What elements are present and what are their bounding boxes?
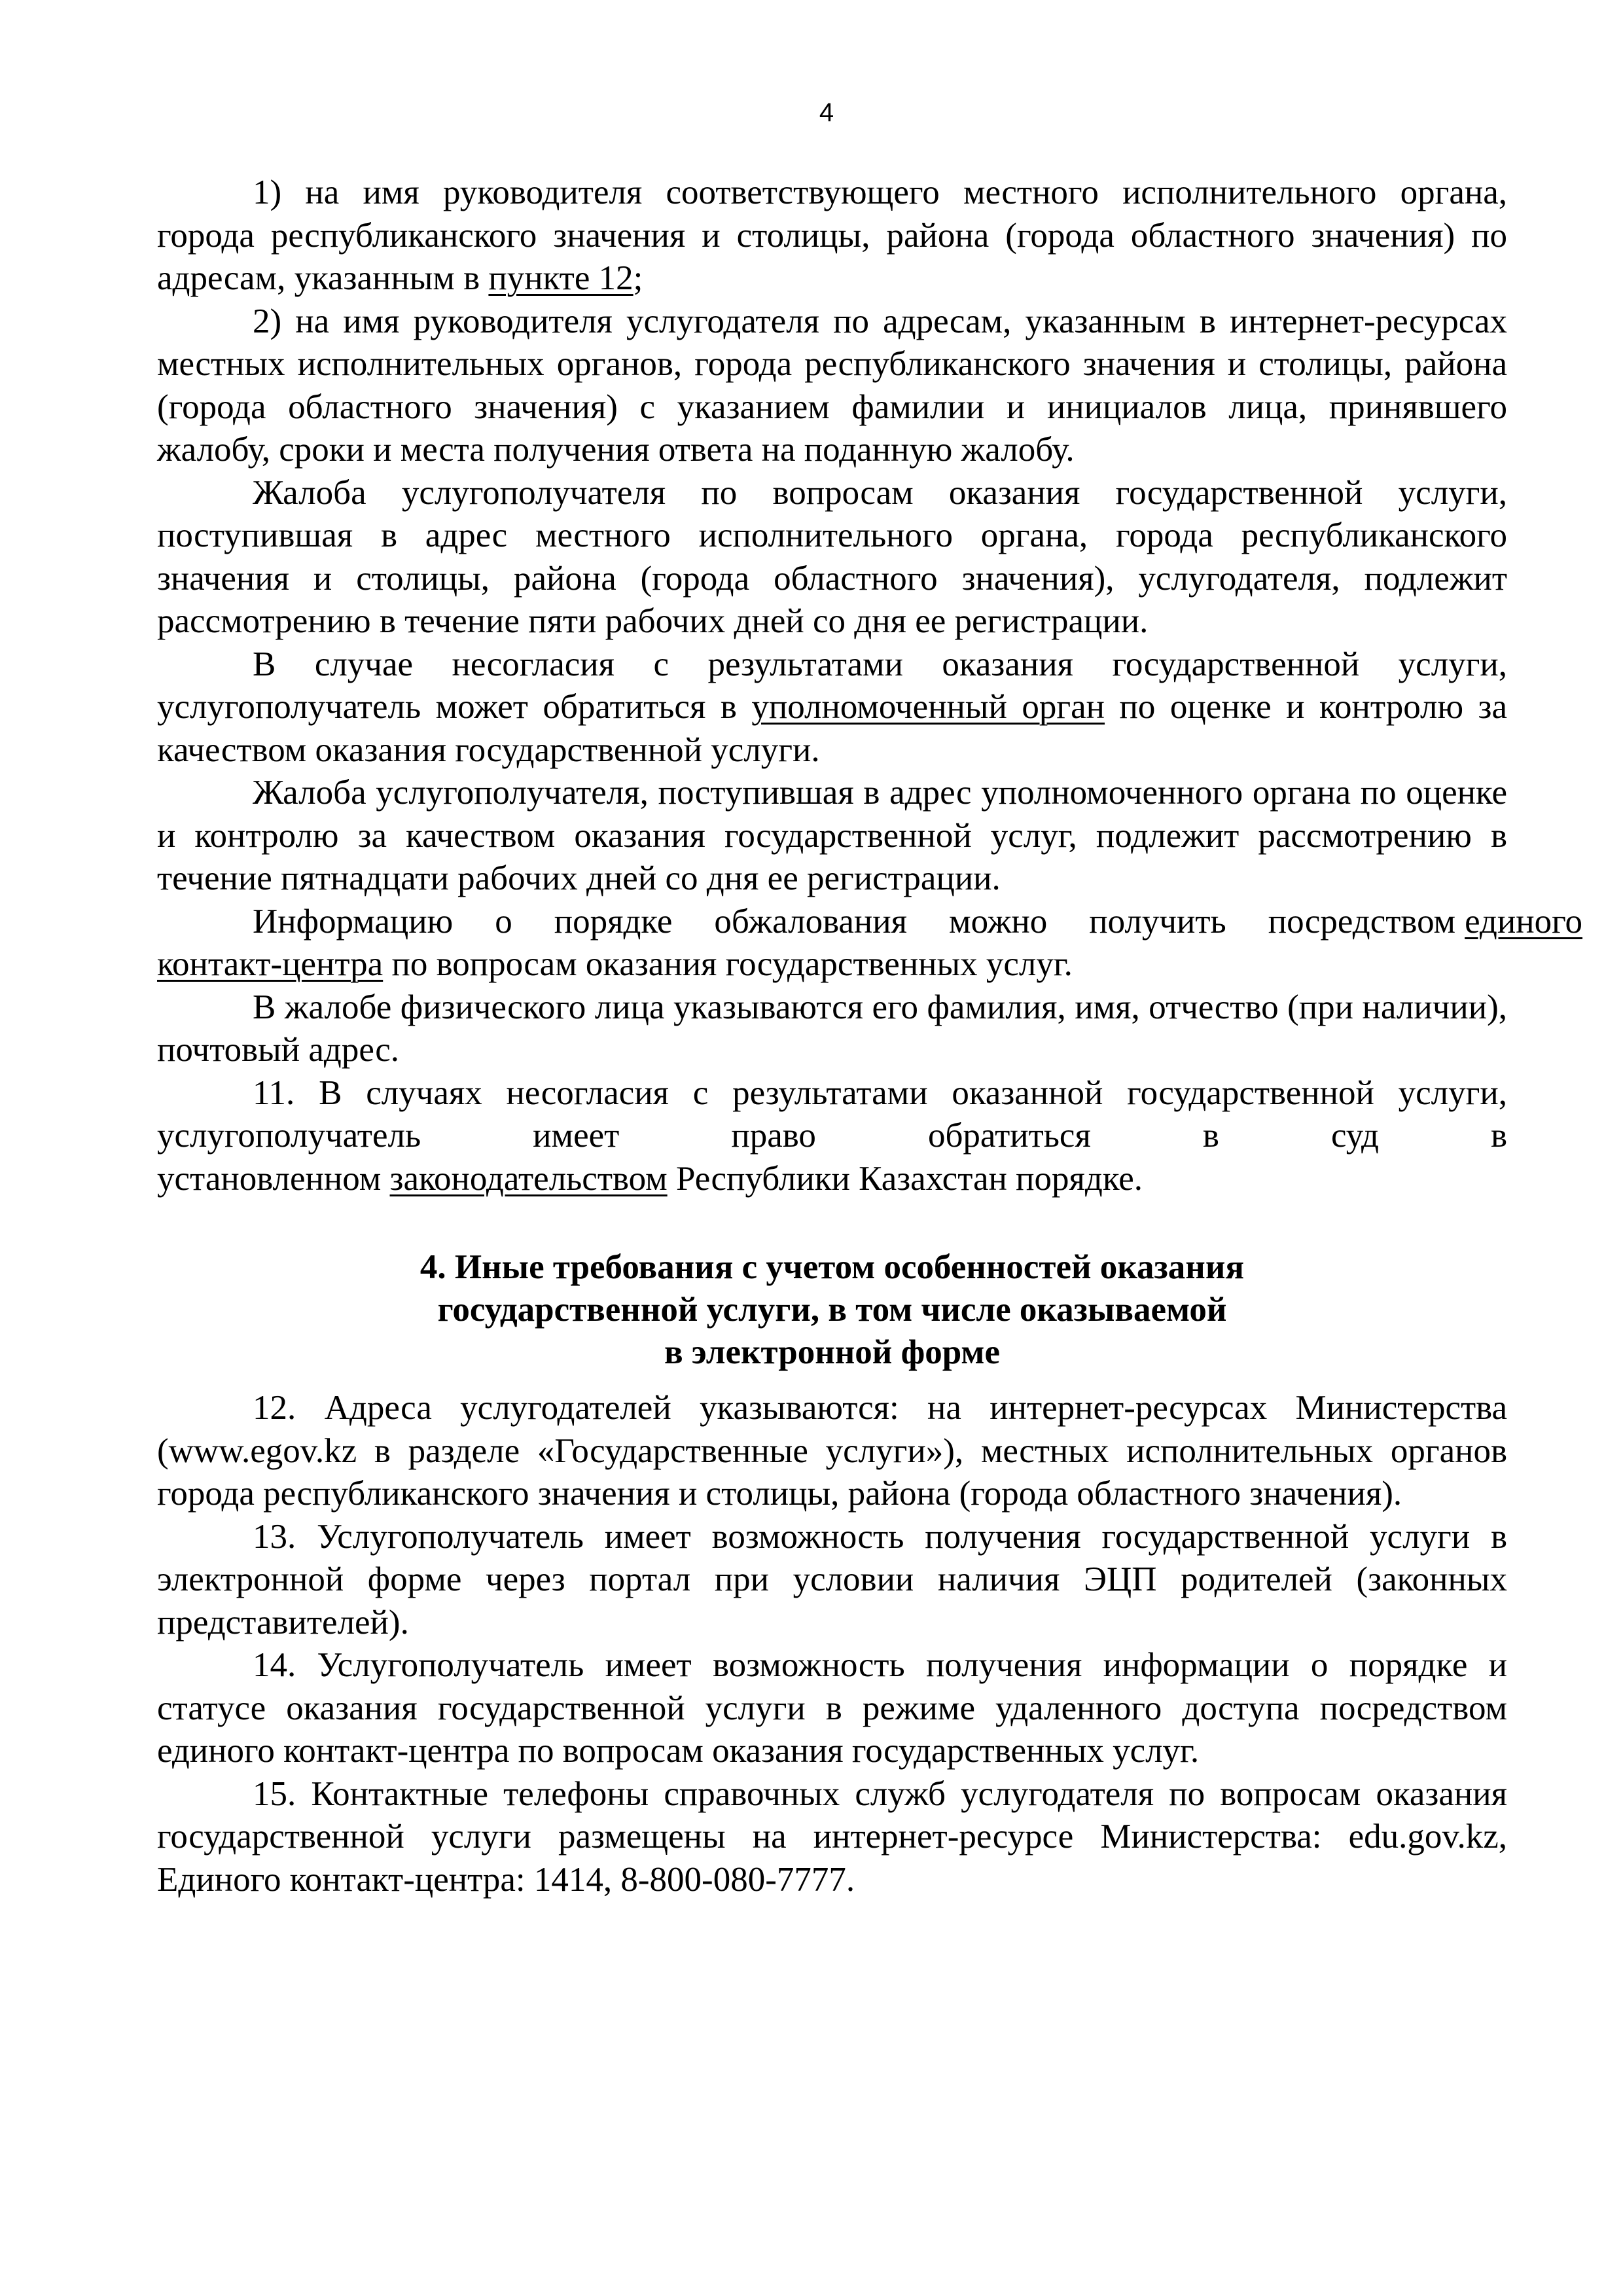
paragraph-text: установленном (157, 1159, 390, 1198)
word: получить (1089, 902, 1226, 941)
link-unified-contact-center-cont[interactable]: контакт-центра (157, 945, 383, 983)
section-heading (157, 1246, 1507, 1374)
word: обжалования (714, 902, 908, 941)
word: суд (1330, 1117, 1379, 1155)
paragraph-complaint-contents: В жалобе физического лица указываются его фамилия, имя, отчество (при наличии), почтовый адрес. (157, 988, 1507, 1069)
word: о (495, 902, 512, 941)
paragraph-complaint-review-five-days: Жалоба услугополучателя по вопросам оказания государственной услуги, поступившая в адрес местного исполнительного органа, города республиканского значения и столицы, района (города областного значения), услугодателя, подлежит рассмотрению в течение пяти рабочих дней со дня ее регистрации. (157, 473, 1507, 640)
paragraph-disagreement-authorized-body (157, 643, 1507, 772)
paragraph-text: ; (633, 259, 643, 297)
word: обратиться (927, 1117, 1091, 1155)
paragraph-item-15: 15. Контактные телефоны справочных служб услугодателя по вопросам оказания государственной услуги размещены на интернет-ресурсе Министерства: edu.gov.kz, Единого контакт-центра: 1414, 8-800-080-7777. (157, 1774, 1507, 1899)
paragraph-complaint-review-fifteen-days: Жалоба услугополучателя, поступившая в адрес уполномоченного органа по оценке и контролю за качеством оказания государственной услуг, подлежит рассмотрению в течение пятнадцати рабочих дней со дня ее регистрации. (157, 774, 1507, 897)
paragraph-complaint-option-1 (157, 171, 1507, 300)
item-11-line-3 (157, 1158, 1507, 1201)
section-heading-line-2: государственной услуги, в том числе оказываемой (437, 1291, 1227, 1329)
word: имеет (533, 1117, 620, 1155)
link-authorized-body[interactable]: уполномоченный орган (751, 688, 1105, 726)
paragraph-text: 1) на имя руководителя соответствующего местного исполнительного органа, города республиканского значения и столицы, района (города областного значения) по адресам, указанным в (157, 173, 1507, 297)
link-item-12[interactable]: пункте 12 (488, 259, 633, 297)
word: в (1490, 1117, 1507, 1155)
document-body (157, 171, 1583, 1901)
word: в (1202, 1117, 1219, 1155)
paragraph-item-11 (157, 1072, 1507, 1201)
paragraph-complaint-option-2: 2) на имя руководителя услугодателя по адресам, указанным в интернет-ресурсах местных исполнительных органов, города республиканского значения и столицы, района (города областного значения) с указанием фамилии и инициалов лица, принявшего жалобу, сроки и места получения ответа на поданную жалобу. (157, 302, 1507, 469)
word: порядке (554, 902, 673, 941)
appeal-info-line-2 (157, 943, 1507, 986)
paragraph-text: В случае несогласия с результатами оказания государственной услуги, услугополучатель может обратиться в (157, 645, 1507, 726)
paragraph-text: по вопросам оказания государственных услуг. (383, 945, 1073, 983)
paragraph-text: Республики Казахстан порядке. (667, 1159, 1143, 1198)
word: право (731, 1117, 816, 1155)
section-heading-line-1: 4. Иные требования с учетом особенностей оказания (419, 1248, 1245, 1286)
page-number: 4 (819, 98, 834, 127)
paragraph-item-13: 13. Услугополучатель имеет возможность получения государственной услуги в электронной форме через портал при условии наличия ЭЦП родителей (законных представителей). (157, 1517, 1507, 1641)
word: Информацию (253, 902, 454, 941)
link-unified-contact-center[interactable]: единого (1465, 902, 1583, 941)
word: посредством (1268, 902, 1456, 941)
link-legislation[interactable]: законодательством (389, 1159, 668, 1198)
item-11-line-1: 11. В случаях несогласия с результатами оказанной государственной услуги, (253, 1073, 1507, 1112)
word: можно (949, 902, 1048, 941)
paragraph-text: по оценке и контролю за качеством оказания государственной услуги. (157, 688, 1508, 769)
item-11-line-2 (157, 1115, 1507, 1158)
appeal-info-line-1 (157, 901, 1583, 944)
paragraph-item-12: 12. Адреса услугодателей указываются: на интернет-ресурсах Министерства (www.egov.kz в разделе «Государственные услуги»), местных исполнительных органов города республиканского значения и столицы, района (города областного значения). (157, 1389, 1507, 1513)
paragraph-appeal-info (157, 901, 1583, 986)
paragraph-item-14: 14. Услугополучатель имеет возможность получения информации о порядке и статусе оказания государственной услуги в режиме удаленного доступа посредством единого контакт-центра по вопросам оказания государственных услуг. (157, 1646, 1507, 1770)
word: услугополучатель (157, 1117, 421, 1155)
section-heading-line-3: в электронной форме (664, 1333, 1001, 1371)
